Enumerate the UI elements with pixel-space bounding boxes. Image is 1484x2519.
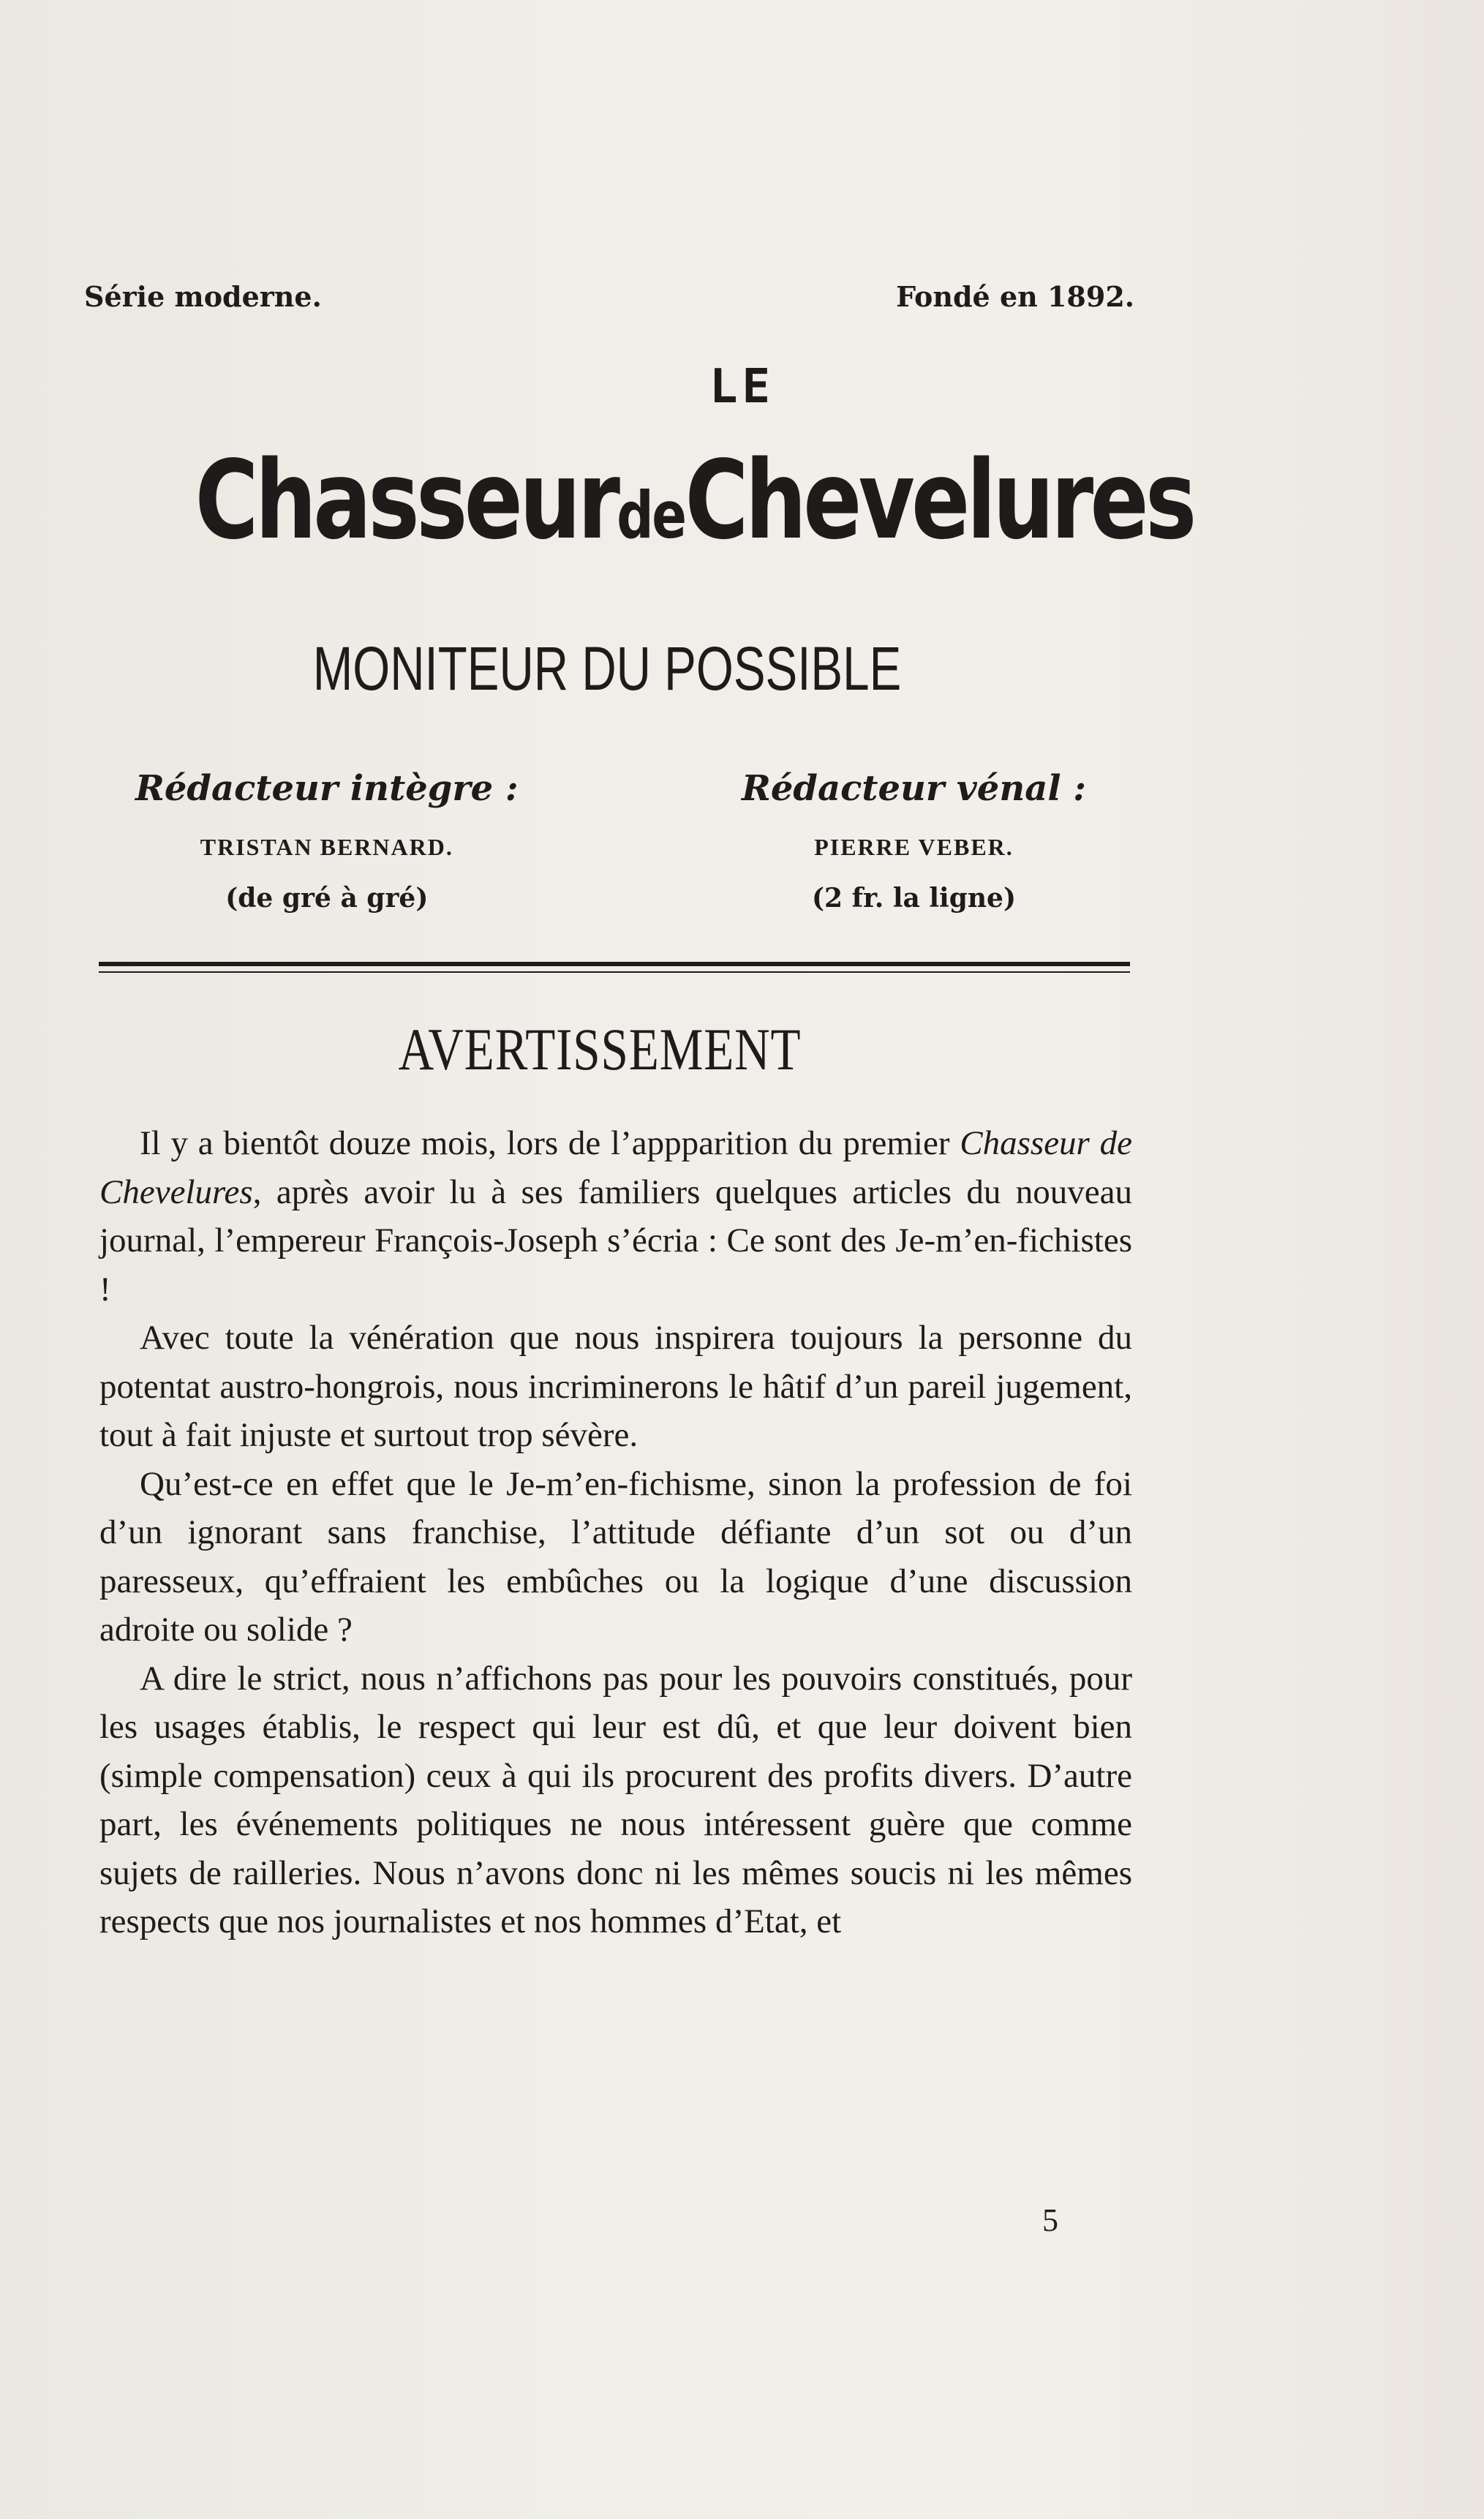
paragraph-1-italic-title: Chasseur de Chevelures [99,1124,1132,1211]
paragraph-3: Qu’est-ce en effet que le Je-m’en-fichisme, sinon la profession de foi d’un ignorant sans franchise, l’attitude défiante d’un sot ou d’un paresseux, qu’effraient les embûches ou la logique d’une discussion adroite ou solide ? [99,1464,1132,1649]
editor-left-name: TRISTAN BERNARD. [200,834,453,860]
title-word-chasseur: Chasseur [195,437,617,563]
journal-title [195,437,1194,563]
paragraph-1 [99,1119,1132,1314]
editors-block [135,768,1086,914]
page-number: 5 [1042,2202,1058,2238]
double-rule-thin [99,971,1130,973]
paragraph-1-text-a: Il y a bientôt douze mois, lors de l’appparition du premier [140,1124,960,1162]
editor-left-note: (de gré à gré) [225,883,429,914]
founded-label: Fondé en 1892. [896,279,1134,313]
masthead-article: LE [709,360,775,414]
editor-right-role: Rédacteur vénal : [741,768,1086,809]
paragraph-4: A dire le strict, nous n’affichons pas pour les pouvoirs constitués, pour les usages établis, le respect qui leur est dû, et que leur doivent bien (simple compensation) ceux à qui ils procurent des profits divers. D’autre part, les événements politiques ne nous intéressent guère que comme sujets de railleries. Nous n’avons donc ni les mêmes soucis ni les mêmes respects que nos journalistes et nos hommes d’Etat, et [99,1659,1132,1940]
title-word-de: de [617,478,685,553]
article-body [99,1119,1132,1946]
masthead-top-line [84,278,1134,315]
series-label: Série moderne. [84,279,322,313]
editor-right [742,768,1086,914]
editor-left-role: Rédacteur intègre : [135,768,519,809]
paragraph-2: Avec toute la vénération que nous inspirera toujours la personne du potentat austro-hongrois, nous incriminerons le hâtif d’un pareil jugement, tout à fait injuste et surtout trop sévère. [99,1319,1132,1454]
editor-left [135,768,519,914]
double-rule-thick [99,962,1130,966]
editor-right-name: PIERRE VEBER. [814,834,1014,860]
article-heading: AVERTISSEMENT [398,1016,802,1082]
journal-subtitle: MONITEUR DU POSSIBLE [312,634,902,703]
editor-right-note: (2 fr. la ligne) [811,883,1016,914]
title-word-chevelures: Chevelures [685,437,1194,563]
paragraph-1-text-b: , après avoir lu à ses familiers quelques articles du nouveau journal, l’empereur François-Joseph s’écria : Ce sont des Je-m’en-fichistes ! [99,1172,1132,1309]
